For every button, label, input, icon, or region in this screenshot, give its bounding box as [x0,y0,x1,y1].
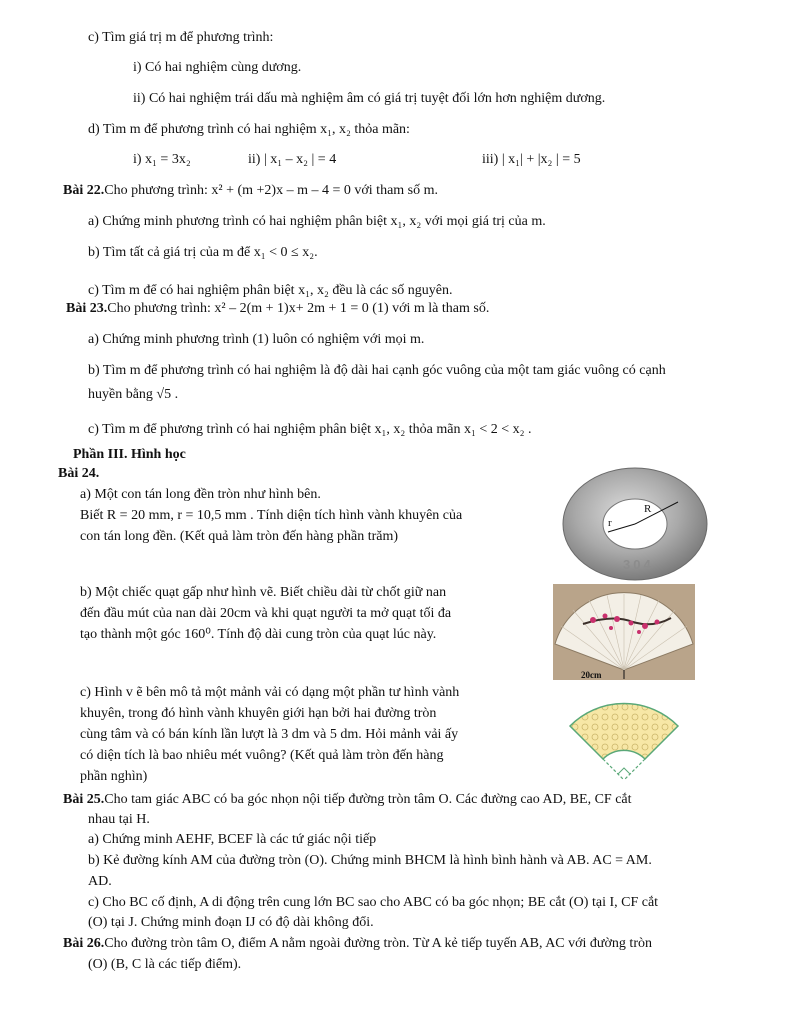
exercise-25-c-line1: c) Cho BC cố định, A di động trên cung lớn BC sao cho ABC có ba góc nhọn; BE cắt (O) tại I, CF cắt [88,895,659,910]
exercise-26-text: Cho đường tròn tâm O, điểm A nằm ngoài đường tròn. Từ A kẻ tiếp tuyến AB, AC với đường tròn [104,936,652,951]
question-c-i: i) Có hai nghiệm cùng dương. [133,60,302,75]
washer-label-R: R [644,503,652,515]
exercise-25-c-line2: (O) tại J. Chứng minh đoạn IJ có độ dài không đổi. [88,915,374,930]
question-d-ii: ii) | x₁ – x₂ | = 4 [248,152,337,167]
exercise-23-b-line1: b) Tìm m để phương trình có hai nghiệm là độ dài hai cạnh góc vuông của một tam giác vuông có cạnh [88,363,666,378]
exercise-24-c-line3: cùng tâm và có bán kính lần lượt là 3 dm và 5 dm. Hỏi mảnh vải ấy [80,727,459,742]
exercise-22-c: c) Tìm m để có hai nghiệm phân biệt x₁, x₂ đều là các số nguyên. [88,283,453,298]
washer-label-r: r [608,517,612,529]
washer-figure [560,466,710,582]
annulus-figure [550,682,698,784]
exercise-26 [63,935,652,953]
question-d-i: i) x₁ = 3x₂ [133,152,191,167]
exercise-24-b-line1: b) Một chiếc quạt gấp như hình vẽ. Biết chiều dài từ chốt giữ nan [80,585,447,600]
exercise-24-a-line3: con tán long đền. (Kết quả làm tròn đến hàng phần trăm) [80,529,399,544]
exercise-24-b-line3: tạo thành một góc 160⁰. Tính độ dài cung tròn của quạt lúc này. [80,627,437,642]
exercise-22-text: Cho phương trình: x² + (m +2)x – m – 4 = 0 với tham số m. [104,183,439,198]
exercise-25-a: a) Chứng minh AEHF, BCEF là các tứ giác nội tiếp [88,832,377,847]
exercise-24-title: Bài 24. [58,466,100,481]
exercise-24-a-line2: Biết R = 20 mm, r = 10,5 mm . Tính diện tích hình vành khuyên của [80,508,463,523]
exercise-22-title: Bài 22. [63,183,105,198]
exercise-24-c-line4: có diện tích là bao nhiêu mét vuông? (Kết quả làm tròn đến hàng [80,748,444,763]
exercise-25-line2: nhau tại H. [88,812,150,827]
exercise-24-c-line1: c) Hình v ẽ bên mô tả một mảnh vải có dạng một phần tư hình vành [80,685,460,700]
question-c-line: c) Tìm giá trị m để phương trình: [88,30,274,45]
exercise-23-text: Cho phương trình: x² – 2(m + 1)x+ 2m + 1 = 0 (1) với m là tham số. [107,301,490,316]
exercise-23-title: Bài 23. [66,301,108,316]
fan-label: 20cm [581,670,602,680]
exercise-25-b-line2: AD. [88,874,112,889]
exercise-24-a-line1: a) Một con tán long đền tròn như hình bên. [80,487,321,502]
exercise-26-line2: (O) (B, C là các tiếp điểm). [88,957,242,972]
exercise-23-b-line2: huyền bằng √5 . [88,387,179,402]
exercise-23-c: c) Tìm m để phương trình có hai nghiệm phân biệt x₁, x₂ thỏa mãn x₁ < 2 < x₂ . [88,422,532,437]
question-d-line: d) Tìm m để phương trình có hai nghiệm x₁, x₂ thỏa mãn: [88,122,410,137]
exercise-25 [63,791,632,809]
exercise-25-b-line1: b) Kẻ đường kính AM của đường tròn (O). Chứng minh BHCM là hình bình hành và AB. AC = AM. [88,853,652,868]
exercise-24-b-line2: đến đầu mút của nan dài 20cm và khi quạt người ta mở quạt tối đa [80,606,452,621]
exercise-25-text: Cho tam giác ABC có ba góc nhọn nội tiếp đường tròn tâm O. Các đường cao AD, BE, CF cắt [104,792,632,807]
exercise-23-a: a) Chứng minh phương trình (1) luôn có nghiệm với mọi m. [88,332,425,347]
fan-figure [553,584,695,680]
question-d-iii: iii) | x₁| + |x₂ | = 5 [482,152,581,167]
exercise-22-b: b) Tìm tất cả giá trị của m để x₁ < 0 ≤ x₂. [88,245,318,260]
washer-engraving: 304 [623,557,654,572]
exercise-23 [66,300,489,318]
question-c-ii: ii) Có hai nghiệm trái dấu mà nghiệm âm có giá trị tuyệt đối lớn hơn nghiệm dương. [133,91,606,106]
exercise-22 [63,182,438,200]
exercise-24-c-line5: phần nghìn) [80,769,148,784]
section-geometry-heading: Phần III. Hình học [73,447,186,462]
exercise-26-title: Bài 26. [63,936,105,951]
exercise-22-a: a) Chứng minh phương trình có hai nghiệm phân biệt x₁, x₂ với mọi giá trị của m. [88,214,546,229]
exercise-24-c-line2: khuyên, trong đó hình vành khuyên giới hạn bởi hai đường tròn [80,706,437,721]
exercise-25-title: Bài 25. [63,792,105,807]
